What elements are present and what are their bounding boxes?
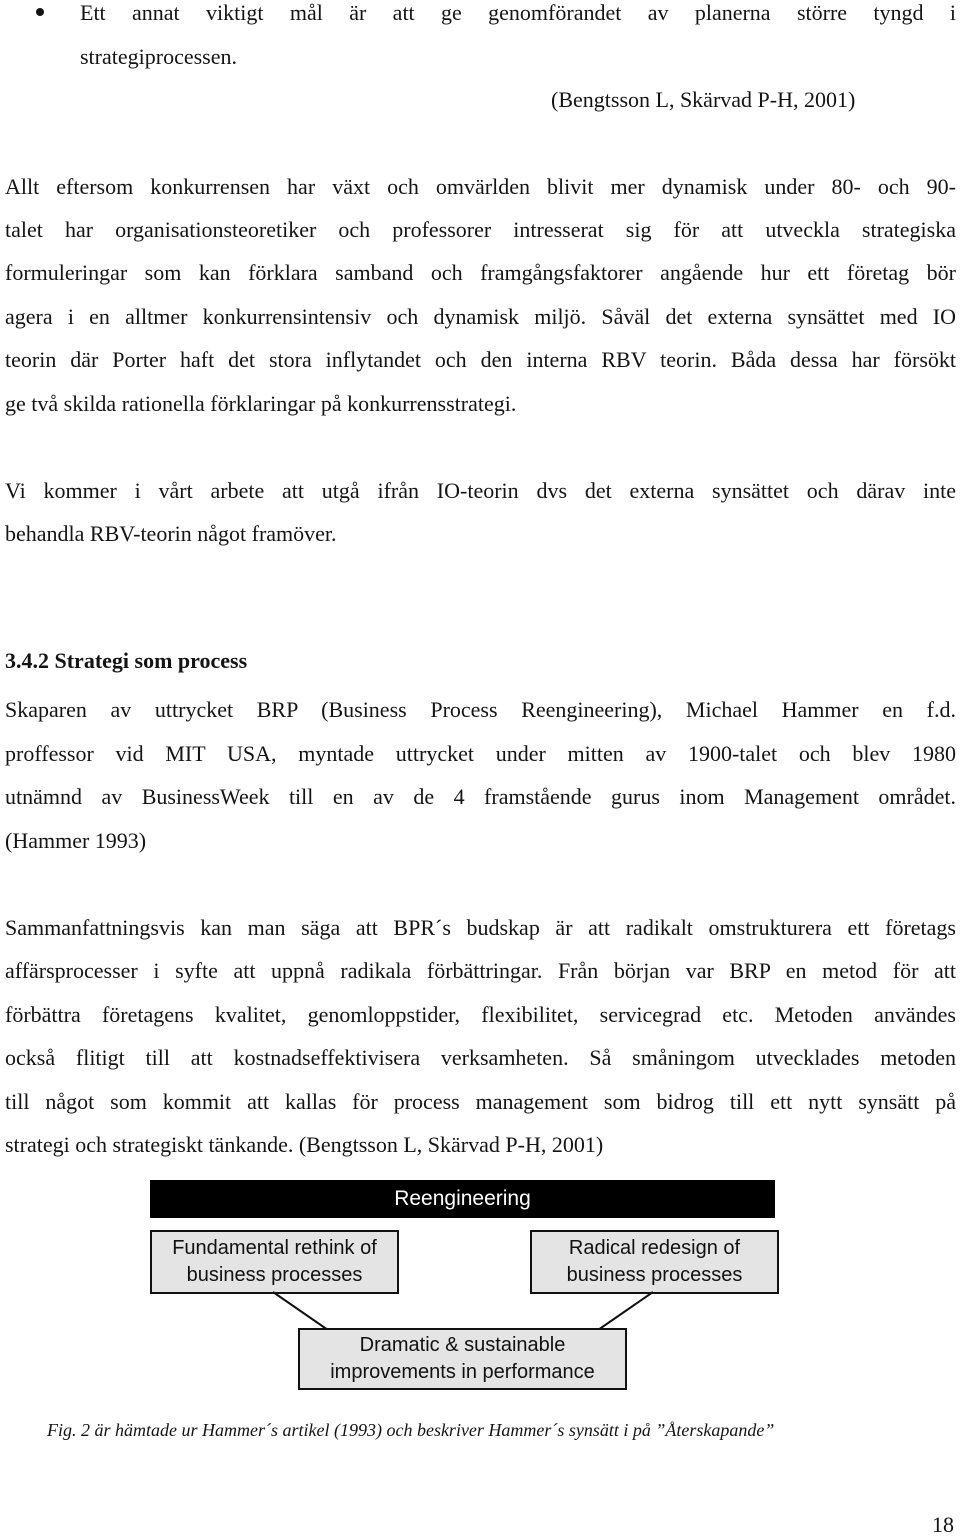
paragraph-line: talet har organisationsteoretiker och professorer intresserat sig för att utveckla strategiska bbox=[5, 217, 956, 242]
paragraph-line: teorin där Porter haft det stora inflytandet och den interna RBV teorin. Båda dessa har försökt bbox=[5, 347, 956, 372]
diagram-box-improvements bbox=[298, 1328, 627, 1390]
bullet-line-2: strategiprocessen. bbox=[80, 44, 237, 69]
paragraph-line: utnämnd av BusinessWeek till en av de 4 framstående gurus inom Management området. bbox=[5, 784, 956, 809]
paragraph-line: Allt eftersom konkurrensen har växt och omvärlden blivit mer dynamisk under 80- och 90- bbox=[5, 174, 956, 199]
paragraph-line: behandla RBV-teorin något framöver. bbox=[5, 521, 337, 546]
paragraph-line: Sammanfattningsvis kan man säga att BPR´s budskap är att radikalt omstrukturera ett företags bbox=[5, 915, 956, 940]
reengineering-diagram bbox=[148, 1180, 780, 1400]
paragraph-line: förbättra företagens kvalitet, genomloppstider, flexibilitet, servicegrad etc. Metoden användes bbox=[5, 1002, 956, 1027]
paragraph-line: strategi och strategiskt tänkande. (Bengtsson L, Skärvad P-H, 2001) bbox=[5, 1132, 604, 1157]
paragraph-line: affärsprocesser i syfte att uppnå radikala förbättringar. Från början var BRP en metod för att bbox=[5, 958, 956, 983]
paragraph-line: också flitigt till att kostnadseffektivisera verksamheten. Så småningom utvecklades metoden bbox=[5, 1045, 956, 1070]
diagram-box-line: business processes bbox=[566, 1264, 743, 1286]
section-heading: 3.4.2 Strategi som process bbox=[5, 648, 248, 673]
diagram-box-line: Fundamental rethink of bbox=[172, 1237, 377, 1259]
paragraph-line: agera i en alltmer konkurrensintensiv och dynamisk miljö. Såväl det externa synsättet med IO bbox=[5, 304, 956, 329]
diagram-box-line: Radical redesign of bbox=[568, 1237, 741, 1259]
paragraph-line: proffessor vid MIT USA, myntade uttrycket under mitten av 1900-talet och blev 1980 bbox=[5, 741, 956, 766]
paragraph-line: (Hammer 1993) bbox=[5, 828, 147, 853]
paragraph-line: Skaparen av uttrycket BRP (Business Process Reengineering), Michael Hammer en f.d. bbox=[5, 697, 956, 722]
bullet-dot bbox=[36, 8, 44, 16]
diagram-box-line: business processes bbox=[186, 1264, 363, 1286]
figure-caption: Fig. 2 är hämtade ur Hammer´s artikel (1993) och beskriver Hammer´s synsätt i på ”Återskapande” bbox=[47, 1420, 775, 1440]
paragraph-line: formuleringar som kan förklara samband och framgångsfaktorer angående hur ett företag bör bbox=[5, 260, 956, 285]
bullet-line-1: Ett annat viktigt mål är att ge genomförandet av planerna större tyngd i bbox=[80, 0, 956, 25]
citation: (Bengtsson L, Skärvad P-H, 2001) bbox=[551, 87, 856, 112]
diagram-header: Reengineering bbox=[150, 1180, 775, 1218]
diagram-box-line: Dramatic & sustainable bbox=[359, 1334, 566, 1356]
paragraph-line: Vi kommer i vårt arbete att utgå ifrån IO-teorin dvs det externa synsättet och därav inte bbox=[5, 478, 956, 503]
page-number: 18 bbox=[932, 1512, 954, 1537]
diagram-box-line: improvements in performance bbox=[330, 1361, 595, 1383]
paragraph-line: ge två skilda rationella förklaringar på konkurrensstrategi. bbox=[5, 391, 517, 416]
paragraph-line: till något som kommit att kallas för process management som bidrog till ett nytt synsätt på bbox=[5, 1089, 956, 1114]
